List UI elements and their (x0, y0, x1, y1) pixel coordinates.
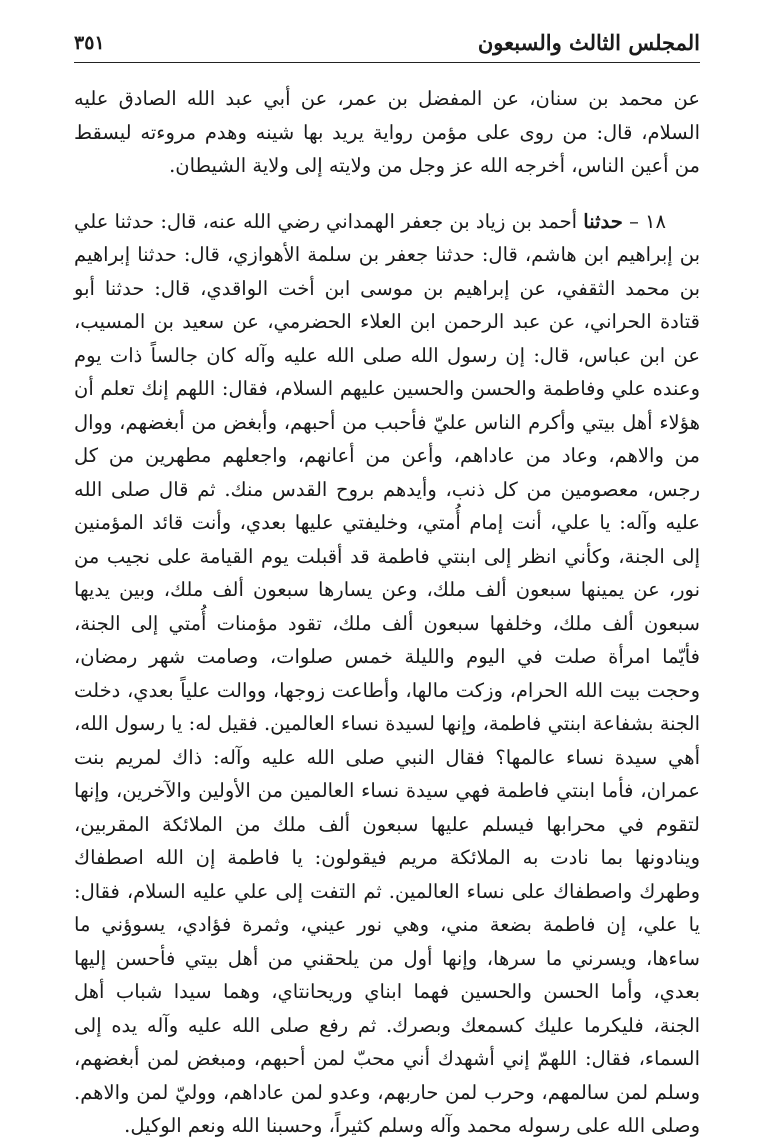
page-number: ٣٥١ (74, 32, 105, 54)
hadith-lead-word: حدثنا (583, 209, 623, 233)
page-header (74, 22, 700, 63)
paragraph-continuation: عن محمد بن سنان، عن المفضل بن عمر، عن أبي عبد الله الصادق عليه السلام، قال: من روى على مؤمن رواية يريد بها شينه وهدم مروءته ليسقط من أعين الناس، أخرجه الله عز وجل من ولايته إلى ولاية الشيطان. (74, 87, 700, 177)
hadith-text: أحمد بن زياد بن جعفر الهمداني رضي الله عنه، قال: حدثنا علي بن إبراهيم ابن هاشم، قال: حدثنا جعفر بن سلمة الأهوازي، قال: حدثنا إبراهيم بن محمد الثقفي، عن إبراهيم بن موسى ابن أخت الواقدي، قال: حدثنا أبو قتادة الحراني، عن عبد الرحمن ابن العلاء الحضرمي، عن سعيد بن المسيب، عن ابن عباس، قال: إن رسول الله صلى الله عليه وآله كان جالساً ذات يوم وعنده علي وفاطمة والحسن والحسين عليهم السلام، فقال: اللهم إنك تعلم أن هؤلاء أهل بيتي وأكرم الناس عليّ فأحبب من أحبهم، وأبغض من أبغضهم، ووال من والاهم، وعاد من عاداهم، وأعن من أعانهم، واجعلهم مطهرين من كل رجس، معصومين من كل ذنب، وأيدهم بروح القدس منك. ثم قال صلى الله عليه وآله: يا علي، أنت إمام أُمتي، وخليفتي عليها بعدي، وأنت قائد المؤمنين إلى الجنة، وكأني انظر إلى ابنتي فاطمة قد أقبلت يوم القيامة على نجيب من نور، عن يمينها سبعون ألف ملك، وعن يسارها سبعون ألف ملك، وبين يديها سبعون ألف ملك، وخلفها سبعون ألف ملك، تقود مؤمنات أُمتي إلى الجنة، فأيّما امرأة صلت في اليوم والليلة خمس صلوات، وصامت شهر رمضان، وحجت بيت الله الحرام، وزكت مالها، وأطاعت زوجها، ووالت علياً بعدي، دخلت الجنة بشفاعة ابنتي فاطمة، وإنها لسيدة نساء العالمين. فقيل له: يا رسول الله، أهي سيدة نساء عالمها؟ فقال النبي صلى الله عليه وآله: ذاك لمريم بنت عمران، فأما ابنتي فاطمة فهي سيدة نساء العالمين من الأولين والآخرين، وإنها لتقوم في محرابها فيسلم عليها سبعون ألف ملك من الملائكة المقربين، وينادونها بما نادت به الملائكة مريم فيقولون: يا فاطمة إن الله اصطفاك وطهرك واصطفاك على نساء العالمين. ثم التفت إلى علي عليه السلام، فقال: يا علي، إن فاطمة بضعة مني، وهي نور عيني، وثمرة فؤادي، يسوؤني ما ساءها، ويسرني ما سرها، وإنها أول من يلحقني من أهل بيتي فأحسن إليها بعدي، وأما الحسن والحسين فهما ابناي وريحانتاي، وهما سيدا شباب أهل الجنة، فليكرما عليك كسمعك وبصرك. ثم رفع صلى الله عليه وآله يده إلى السماء، فقال: اللهمّ إني أشهدك أني محبّ لمن أحبهم، ومبغض لمن أبغضهم، وسلم لمن سالمهم، وحرب لمن حاربهم، وعدو لمن عاداهم، ووليّ لمن والاهم. وصلى الله على رسوله محمد وآله وسلم كثيراً، وحسبنا الله ونعم الوكيل. (74, 209, 700, 1137)
page-body (74, 82, 700, 1143)
hadith-number: ١٨ – (629, 209, 666, 233)
chapter-title: المجلس الثالث والسبعون (477, 30, 700, 55)
paragraph-hadith-18 (74, 205, 700, 1143)
